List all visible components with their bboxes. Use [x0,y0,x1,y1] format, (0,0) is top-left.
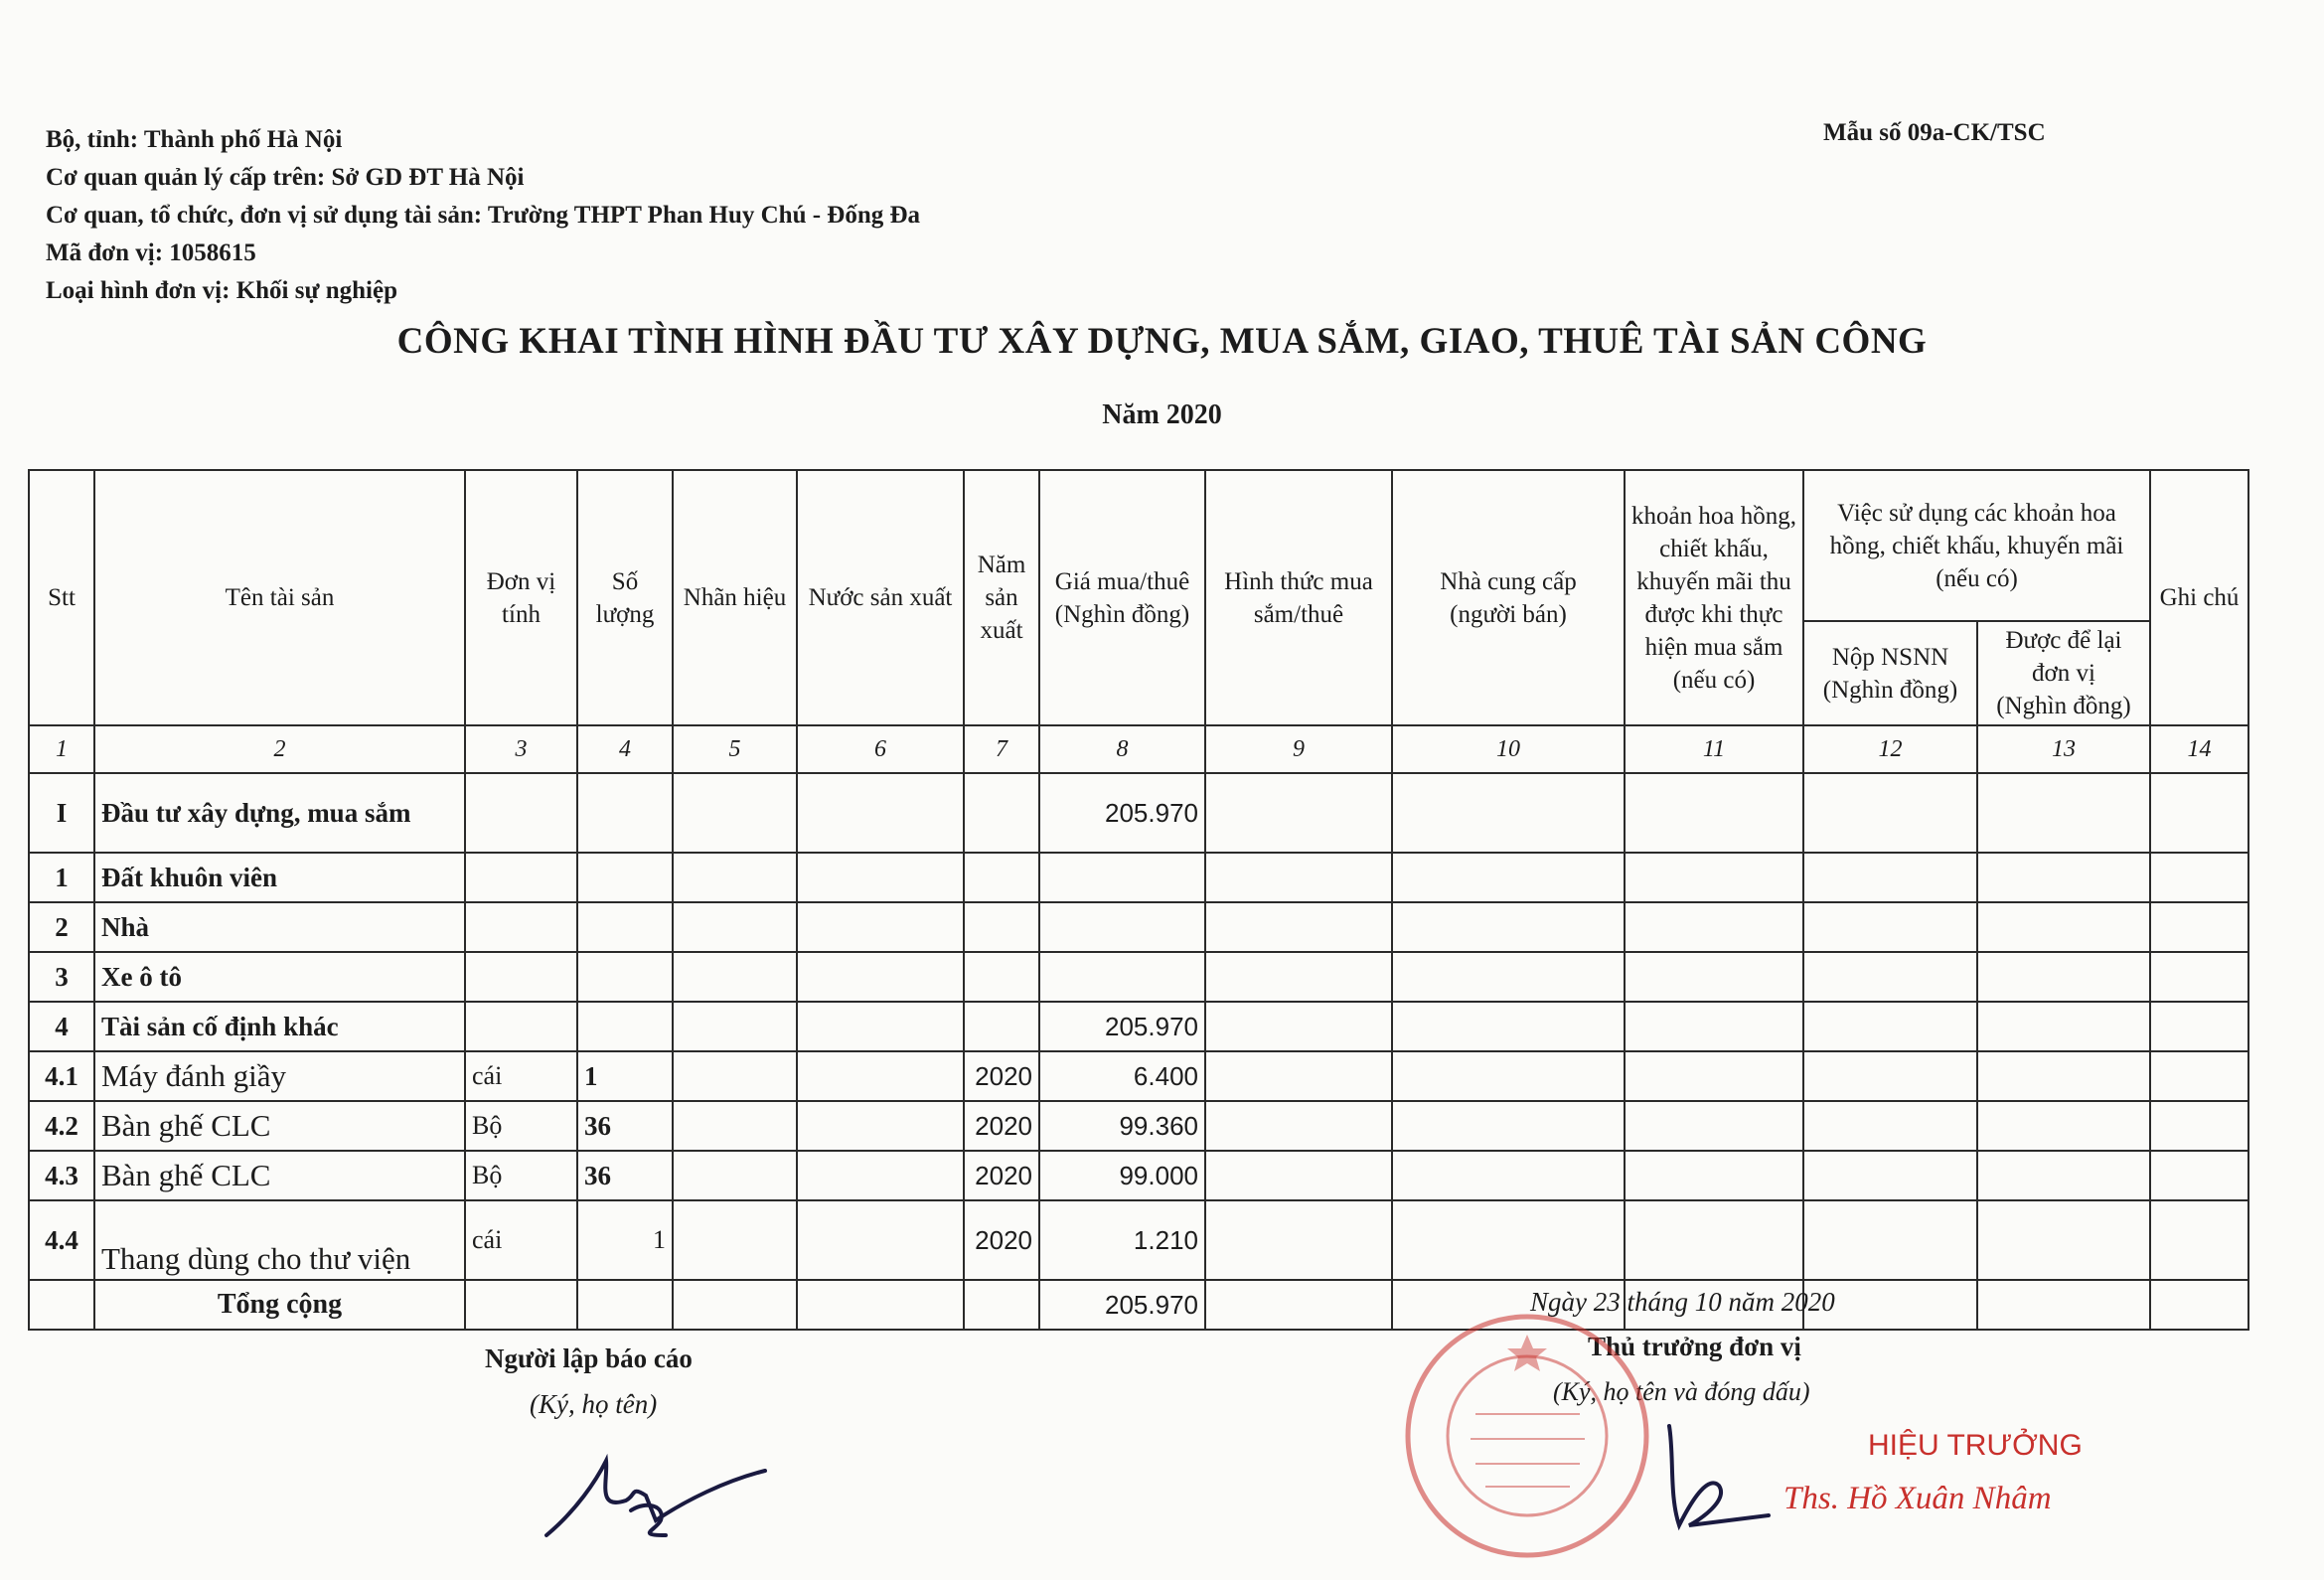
row-price: 99.000 [1039,1151,1205,1200]
header-info [46,121,920,310]
row-price: 1.210 [1039,1200,1205,1280]
col-qty: Số lượng [577,470,673,725]
column-number: 12 [1803,725,1977,773]
row-qty: 36 [577,1101,673,1151]
row-year: 2020 [964,1151,1039,1200]
column-number: 1 [29,725,94,773]
head-signature-icon [1639,1416,1788,1545]
col-nsnn-note: (Nghìn đồng) [1822,676,1958,704]
asset-table [28,469,2249,1331]
header-ministry: Bộ, tỉnh: Thành phố Hà Nội [46,126,343,153]
column-number: 14 [2150,725,2248,773]
row-stt: 4 [29,1002,94,1051]
column-number: 6 [797,725,964,773]
column-number-row [29,725,2248,773]
column-number: 9 [1205,725,1392,773]
column-number: 11 [1625,725,1803,773]
row-name: Bàn ghế CLC [94,1151,465,1200]
row-name: Bàn ghế CLC [94,1101,465,1151]
col-stt: Stt [29,470,94,725]
row-stt: 4.1 [29,1051,94,1101]
col-retained-label: Được để lại đơn vị [2005,627,2122,687]
preparer-note: (Ký, họ tên) [530,1389,658,1419]
preparer-title: Người lập báo cáo [485,1343,693,1373]
table-row [29,1051,2248,1101]
col-supplier-label: Nhà cung cấp [1440,567,1577,595]
row-unit: cái [465,1200,577,1280]
column-number: 10 [1392,725,1625,773]
row-unit: cái [465,1051,577,1101]
row-name: Tài sản cố định khác [94,1002,465,1051]
head-note: (Ký, họ tên và đóng dấu) [1553,1377,1810,1406]
col-supplier [1392,470,1625,725]
preparer-signature-icon [537,1441,775,1550]
header-managing-agency: Cơ quan quản lý cấp trên: Sở GD ĐT Hà Nội [46,164,525,191]
col-usage-note: (nếu có) [1936,564,2018,592]
column-number: 3 [465,725,577,773]
report-date: Ngày 23 tháng 10 năm 2020 [1530,1287,1835,1317]
header-using-unit: Cơ quan, tổ chức, đơn vị sử dụng tài sản: Trường THPT Phan Huy Chú - Đống Đa [46,202,921,229]
table-row [29,952,2248,1002]
table-row [29,902,2248,952]
col-country: Nước sản xuất [797,470,964,725]
header-row-1 [29,470,2248,621]
row-unit: Bộ [465,1151,577,1200]
col-unit: Đơn vị tính [465,470,577,725]
column-number: 5 [673,725,797,773]
col-note: Ghi chú [2150,470,2248,725]
col-commission-label: khoản hoa hồng, chiết khấu, khuyến mãi thu được khi thực hiện mua sắm [1631,502,1796,661]
document-title: CÔNG KHAI TÌNH HÌNH ĐẦU TƯ XÂY DỰNG, MUA SẮM, GIAO, THUÊ TÀI SẢN CÔNG [396,321,1928,362]
header-unit-code: Mã đơn vị: 1058615 [46,239,256,266]
row-name: Nhà [94,902,465,952]
col-name: Tên tài sản [94,470,465,725]
row-stt: 4.4 [29,1200,94,1280]
column-number: 7 [964,725,1039,773]
col-price: Giá mua/thuê (Nghìn đồng) [1039,470,1205,725]
row-name: Đất khuôn viên [94,853,465,902]
row-stt: 2 [29,902,94,952]
column-number: 13 [1977,725,2150,773]
total-label: Tổng cộng [94,1280,465,1330]
col-retained [1977,621,2150,725]
row-stt: 1 [29,853,94,902]
col-commission [1625,470,1803,725]
table-row [29,1151,2248,1200]
table-row [29,853,2248,902]
report-year: Năm 2020 [1102,399,1222,430]
row-stt: 4.3 [29,1151,94,1200]
form-code: Mẫu số 09a-CK/TSC [1823,119,2046,146]
row-price: 205.970 [1039,773,1205,853]
total-price: 205.970 [1039,1280,1205,1330]
col-usage [1803,470,2150,621]
total-row [29,1280,2248,1330]
table-row [29,773,2248,853]
col-method: Hình thức mua sắm/thuê [1205,470,1392,725]
col-year: Năm sản xuất [964,470,1039,725]
column-number: 4 [577,725,673,773]
row-stt: 4.2 [29,1101,94,1151]
row-stt: 3 [29,952,94,1002]
col-usage-label: Việc sử dụng các khoản hoa hồng, chiết khấu, khuyến mãi [1829,499,2124,559]
table-row [29,1101,2248,1151]
row-name: Thang dùng cho thư viện [94,1200,465,1280]
col-brand: Nhãn hiệu [673,470,797,725]
col-commission-note: (nếu có) [1672,666,1756,694]
column-number: 8 [1039,725,1205,773]
row-year: 2020 [964,1051,1039,1101]
row-name: Máy đánh giầy [94,1051,465,1101]
row-stt: I [29,773,94,853]
row-year: 2020 [964,1101,1039,1151]
row-price: 205.970 [1039,1002,1205,1051]
row-qty: 1 [577,1051,673,1101]
col-retained-note: (Nghìn đồng) [1996,693,2131,719]
head-title: Thủ trưởng đơn vị [1588,1332,1801,1361]
row-unit: Bộ [465,1101,577,1151]
row-price: 99.360 [1039,1101,1205,1151]
header-unit-type: Loại hình đơn vị: Khối sự nghiệp [46,277,397,304]
column-number: 2 [94,725,465,773]
row-year: 2020 [964,1200,1039,1280]
row-qty: 1 [577,1200,673,1280]
table-row [29,1200,2248,1280]
official-stamp-icon [1401,1310,1654,1563]
col-nsnn [1803,621,1977,725]
row-name: Đầu tư xây dựng, mua sắm [94,773,465,853]
col-nsnn-label: Nộp NSNN [1831,643,1949,671]
principal-name: Ths. Hồ Xuân Nhâm [1783,1481,2052,1516]
row-qty: 36 [577,1151,673,1200]
row-price: 6.400 [1039,1051,1205,1101]
principal-role: HIỆU TRƯỞNG [1868,1429,2083,1462]
table-row [29,1002,2248,1051]
row-name: Xe ô tô [94,952,465,1002]
col-supplier-note: (người bán) [1450,600,1567,628]
